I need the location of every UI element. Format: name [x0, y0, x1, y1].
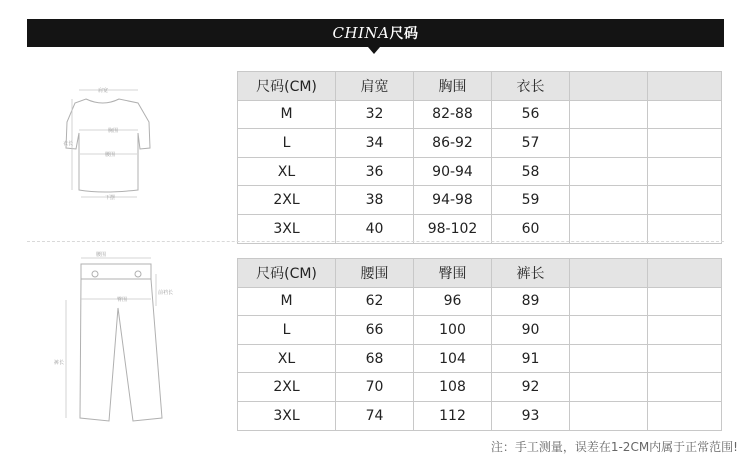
table-cell: M — [238, 100, 336, 129]
pants-label-hip: 臀围 — [116, 297, 128, 303]
header-cell: 衣长 — [492, 72, 570, 101]
table-cell: XL — [238, 344, 336, 373]
top-size-table — [237, 71, 722, 244]
table-cell: 3XL — [238, 401, 336, 430]
empty-cell — [648, 157, 722, 186]
pants-outline — [80, 264, 162, 421]
table-cell: 90-94 — [414, 157, 492, 186]
section-divider — [27, 241, 724, 242]
measurement-note: 注：手工测量，误差在1-2CM内属于正常范围! — [490, 440, 738, 454]
table-cell: 2XL — [238, 186, 336, 215]
table-cell: 2XL — [238, 373, 336, 402]
table-header-row — [238, 72, 722, 101]
empty-cell — [648, 316, 722, 345]
table-row — [238, 157, 722, 186]
empty-cell — [570, 373, 648, 402]
header-cell: 腰围 — [336, 259, 414, 288]
table-cell: 112 — [414, 401, 492, 430]
table-row — [238, 129, 722, 158]
table-cell: 62 — [336, 287, 414, 316]
table-cell: L — [238, 129, 336, 158]
table-cell: 3XL — [238, 214, 336, 243]
table-cell: 57 — [492, 129, 570, 158]
empty-cell — [648, 214, 722, 243]
table-row — [238, 401, 722, 430]
shirt-label-waist: 腰围 — [104, 152, 116, 158]
empty-cell — [570, 259, 648, 288]
table-cell: 40 — [336, 214, 414, 243]
pants-label-waist: 腰围 — [95, 252, 107, 258]
table-row — [238, 214, 722, 243]
table-row — [238, 186, 722, 215]
table-cell: 58 — [492, 157, 570, 186]
shirt-label-hem: 下摆 — [104, 195, 116, 201]
table-cell: 66 — [336, 316, 414, 345]
shirt-label-shoulder: 肩宽 — [97, 88, 109, 94]
table-cell: 104 — [414, 344, 492, 373]
empty-cell — [570, 401, 648, 430]
header-cell: 胸围 — [414, 72, 492, 101]
table-row — [238, 373, 722, 402]
table-cell: 36 — [336, 157, 414, 186]
table-cell: 100 — [414, 316, 492, 345]
table-cell: 92 — [492, 373, 570, 402]
header-cell: 尺码(CM) — [238, 259, 336, 288]
table-row — [238, 287, 722, 316]
table-header-row — [238, 259, 722, 288]
empty-cell — [570, 129, 648, 158]
table-cell: 98-102 — [414, 214, 492, 243]
table-cell: 56 — [492, 100, 570, 129]
empty-cell — [570, 316, 648, 345]
empty-cell — [570, 344, 648, 373]
empty-cell — [648, 72, 722, 101]
table-cell: L — [238, 316, 336, 345]
table-cell: 108 — [414, 373, 492, 402]
shirt-label-chest: 胸围 — [107, 128, 119, 134]
table-cell: 68 — [336, 344, 414, 373]
table-cell: 82-88 — [414, 100, 492, 129]
empty-cell — [570, 157, 648, 186]
header-cell: 尺码(CM) — [238, 72, 336, 101]
empty-cell — [648, 100, 722, 129]
table-cell: 60 — [492, 214, 570, 243]
table-cell: 32 — [336, 100, 414, 129]
header-cell: 裤长 — [492, 259, 570, 288]
table-cell: 91 — [492, 344, 570, 373]
bottom-size-table — [237, 258, 722, 431]
header-cell: 肩宽 — [336, 72, 414, 101]
table-cell: 96 — [414, 287, 492, 316]
empty-cell — [648, 344, 722, 373]
empty-cell — [648, 401, 722, 430]
empty-cell — [648, 186, 722, 215]
shirt-label-length: 衣长 — [62, 141, 74, 147]
table-cell: 93 — [492, 401, 570, 430]
table-cell: 74 — [336, 401, 414, 430]
table-cell: 89 — [492, 287, 570, 316]
banner-title-latin: CHINA — [332, 24, 390, 42]
table-cell: XL — [238, 157, 336, 186]
table-cell: 70 — [336, 373, 414, 402]
banner-title-cjk: 尺码 — [389, 26, 419, 42]
empty-cell — [648, 259, 722, 288]
empty-cell — [570, 214, 648, 243]
table-cell: 59 — [492, 186, 570, 215]
table-cell: 90 — [492, 316, 570, 345]
empty-cell — [570, 72, 648, 101]
table-cell: 86-92 — [414, 129, 492, 158]
pants-label-length: 裤长 — [53, 360, 64, 366]
table-cell: M — [238, 287, 336, 316]
pants-label-rise: 前裆长 — [158, 290, 174, 296]
table-cell: 34 — [336, 129, 414, 158]
table-row — [238, 344, 722, 373]
header-cell: 臀围 — [414, 259, 492, 288]
empty-cell — [570, 287, 648, 316]
table-cell: 94-98 — [414, 186, 492, 215]
table-row — [238, 316, 722, 345]
empty-cell — [648, 287, 722, 316]
empty-cell — [648, 129, 722, 158]
table-cell: 38 — [336, 186, 414, 215]
empty-cell — [648, 373, 722, 402]
empty-cell — [570, 186, 648, 215]
table-row — [238, 100, 722, 129]
empty-cell — [570, 100, 648, 129]
